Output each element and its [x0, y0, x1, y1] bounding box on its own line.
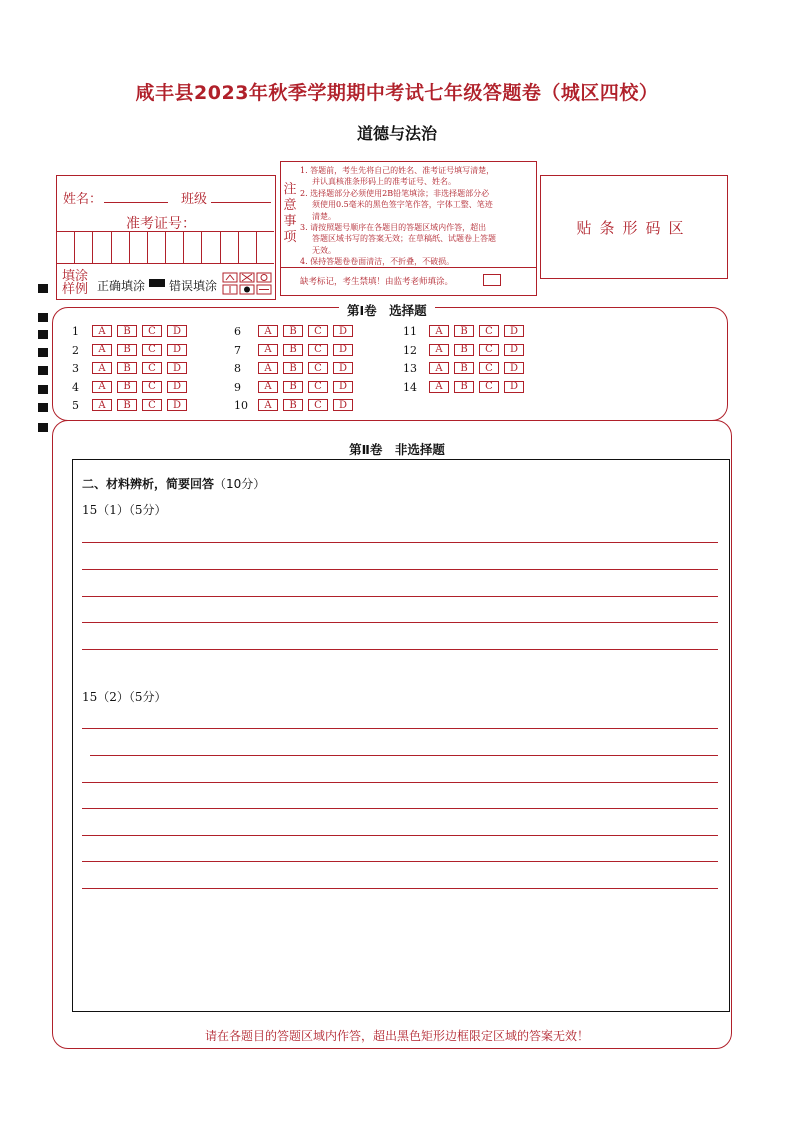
choice-column-3	[403, 325, 529, 399]
notes-side-label: 注意事项	[283, 182, 297, 245]
exam-id-label: 准考证号：	[126, 216, 196, 232]
option-d[interactable]: D	[333, 325, 353, 337]
choice-column-2	[234, 325, 358, 418]
correct-fill-label: 正确填涂	[97, 279, 146, 293]
option-b[interactable]: B	[283, 344, 303, 356]
question-number: 8	[234, 362, 241, 375]
question-number: 10	[234, 399, 248, 412]
option-d[interactable]: D	[167, 325, 187, 337]
note-item: 1. 答题前，考生先将自己的姓名、准考证号填写清楚，	[300, 166, 495, 175]
alignment-marker-icon	[38, 403, 48, 412]
option-a[interactable]: A	[258, 399, 278, 411]
question-heading-text: 二、材料辨析，简要回答	[82, 477, 215, 491]
option-c[interactable]: C	[308, 381, 328, 393]
note-item: 并认真核准条形码上的准考证号、姓名。	[312, 177, 456, 187]
alignment-marker-icon	[38, 330, 48, 339]
option-c[interactable]: C	[479, 325, 499, 337]
answer-line[interactable]	[82, 596, 718, 597]
option-b[interactable]: B	[283, 381, 303, 393]
alignment-marker-icon	[38, 423, 48, 432]
option-b[interactable]: B	[454, 344, 474, 356]
question-number: 13	[403, 362, 417, 375]
alignment-marker-icon	[38, 313, 48, 322]
question-heading	[82, 475, 265, 492]
answer-line[interactable]	[82, 782, 718, 783]
question-points: （10分）	[214, 477, 266, 491]
answer-line[interactable]	[82, 649, 718, 650]
option-b[interactable]: B	[117, 362, 137, 374]
question-number: 1	[72, 325, 79, 338]
option-a[interactable]: A	[258, 325, 278, 337]
barcode-area: 贴条形码区	[540, 175, 728, 279]
option-d[interactable]: D	[504, 344, 524, 356]
option-d[interactable]: D	[333, 344, 353, 356]
option-c[interactable]: C	[308, 362, 328, 374]
question-number: 2	[72, 343, 79, 357]
exam-id-grid[interactable]	[57, 231, 274, 264]
option-b[interactable]: B	[283, 362, 303, 374]
option-c[interactable]: C	[308, 325, 328, 337]
notes-divider	[280, 267, 537, 268]
option-d[interactable]: D	[504, 381, 524, 393]
answer-line[interactable]	[82, 861, 718, 862]
option-a[interactable]: A	[258, 362, 278, 374]
note-item: 无效。	[312, 245, 336, 255]
option-b[interactable]: B	[117, 399, 137, 411]
answer-line[interactable]	[82, 622, 718, 623]
wrong-fill-label: 错误填涂	[169, 279, 218, 293]
subject-title: 道德与法治	[356, 124, 437, 143]
option-c[interactable]: C	[142, 381, 162, 393]
option-a[interactable]: A	[92, 344, 112, 356]
answer-line[interactable]	[90, 755, 718, 756]
option-b[interactable]: B	[117, 381, 137, 393]
option-c[interactable]: C	[479, 344, 499, 356]
name-field[interactable]	[104, 188, 168, 203]
answer-line[interactable]	[82, 542, 718, 543]
absent-mark-label: 缺考标记，考生禁填！由监考老师填涂。	[300, 277, 454, 287]
note-item: 2. 选择题部分必须使用2B铅笔填涂；非选择题部分必	[300, 188, 490, 198]
option-a[interactable]: A	[92, 399, 112, 411]
name-label: 姓名：	[63, 192, 103, 207]
question-number: 3	[72, 362, 79, 375]
answer-line[interactable]	[82, 728, 718, 729]
option-b[interactable]: B	[454, 325, 474, 337]
option-b[interactable]: B	[283, 325, 303, 337]
question-number: 4	[72, 380, 79, 394]
question-number: 9	[234, 380, 241, 394]
option-b[interactable]: B	[454, 362, 474, 374]
absent-mark-box[interactable]	[483, 274, 501, 286]
option-d[interactable]: D	[333, 399, 353, 411]
option-a[interactable]: A	[258, 381, 278, 393]
option-b[interactable]: B	[454, 381, 474, 393]
question-number: 11	[403, 325, 417, 338]
option-d[interactable]: D	[333, 362, 353, 374]
page-title: 咸丰县2023年秋季学期期中考试七年级答题卷（城区四校）	[135, 82, 659, 104]
option-c[interactable]: C	[308, 344, 328, 356]
question-number: 5	[72, 399, 79, 412]
option-d[interactable]: D	[167, 362, 187, 374]
fill-example-label: 填涂 样例	[62, 269, 89, 297]
correct-fill-sample-icon	[149, 279, 165, 287]
note-item: 3. 请按照题号顺序在各题目的答题区域内作答，超出	[300, 223, 487, 233]
option-c[interactable]: C	[308, 399, 328, 411]
alignment-marker-icon	[38, 366, 48, 375]
answer-line[interactable]	[82, 888, 718, 889]
class-field[interactable]	[211, 188, 271, 203]
option-d[interactable]: D	[167, 381, 187, 393]
note-item: 须使用0.5毫米的黑色签字笔作答，字体工整、笔迹	[312, 200, 493, 210]
class-label: 班级	[181, 192, 208, 207]
note-item: 清楚。	[312, 211, 336, 221]
sub-question-1-label: 15（1）（5分）	[82, 503, 167, 517]
question-number: 14	[403, 380, 417, 394]
option-a[interactable]: A	[429, 325, 449, 337]
option-a[interactable]: A	[92, 362, 112, 374]
note-item: 答题区域书写的答案无效；在草稿纸、试题卷上答题	[312, 234, 496, 244]
option-c[interactable]: C	[479, 381, 499, 393]
option-b[interactable]: B	[117, 325, 137, 337]
answer-line[interactable]	[82, 569, 718, 570]
option-a[interactable]: A	[429, 344, 449, 356]
section1-title: 第Ⅰ卷 选择题	[339, 301, 435, 319]
notes-list	[300, 165, 532, 268]
option-a[interactable]: A	[429, 381, 449, 393]
option-d[interactable]: D	[504, 325, 524, 337]
question-number: 6	[234, 325, 241, 338]
question-number: 7	[234, 343, 241, 357]
sub-question-2-label: 15（2）（5分）	[82, 690, 167, 704]
option-c[interactable]: C	[142, 399, 162, 411]
option-d[interactable]: D	[333, 381, 353, 393]
section2-title: 第Ⅱ卷 非选择题	[349, 442, 445, 457]
answer-line[interactable]	[82, 835, 718, 836]
option-a[interactable]: A	[258, 344, 278, 356]
alignment-marker-icon	[38, 385, 48, 394]
option-c[interactable]: C	[142, 362, 162, 374]
alignment-marker-icon	[38, 348, 48, 357]
wrong-fill-samples-icon	[222, 272, 272, 296]
option-c[interactable]: C	[142, 325, 162, 337]
alignment-marker-icon	[38, 284, 48, 293]
option-a[interactable]: A	[429, 362, 449, 374]
note-item: 4. 保持答题卷卷面清洁，不折叠，不破损。	[300, 257, 455, 267]
option-c[interactable]: C	[479, 362, 499, 374]
option-d[interactable]: D	[504, 362, 524, 374]
option-b[interactable]: B	[117, 344, 137, 356]
option-c[interactable]: C	[142, 344, 162, 356]
option-d[interactable]: D	[167, 344, 187, 356]
question-number: 12	[403, 343, 417, 357]
option-a[interactable]: A	[92, 381, 112, 393]
answer-line[interactable]	[82, 808, 718, 809]
option-d[interactable]: D	[167, 399, 187, 411]
choice-column-1	[72, 325, 192, 418]
footer-warning: 请在各题目的答题区域内作答，超出黑色矩形边框限定区域的答案无效！	[204, 1029, 589, 1043]
option-a[interactable]: A	[92, 325, 112, 337]
option-b[interactable]: B	[283, 399, 303, 411]
